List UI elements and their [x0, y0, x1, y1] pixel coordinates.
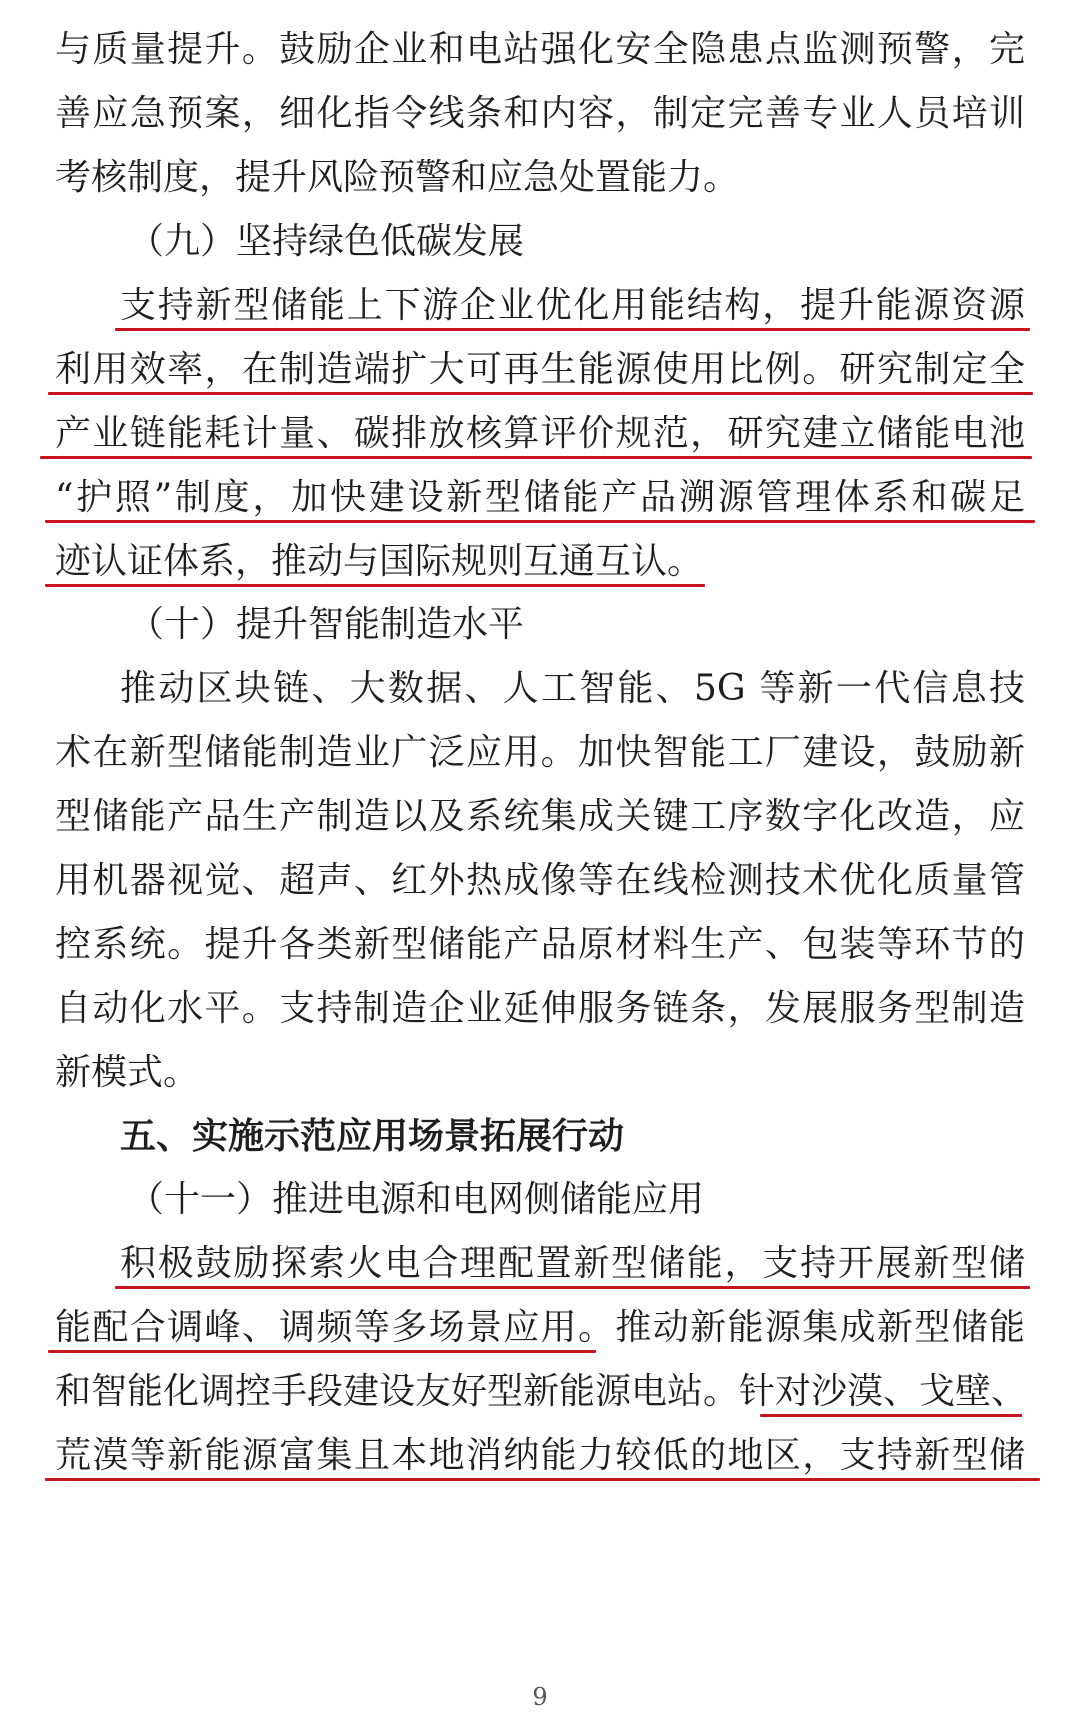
- body-text-line: “护照”制度，加快建设新型储能产品溯源管理体系和碳足: [55, 477, 1025, 518]
- body-text-line: 迹认证体系，推动与国际规则互通互认。: [55, 541, 704, 582]
- body-text-line: 考核制度，提升风险预警和应急处置能力。: [55, 157, 740, 198]
- body-text-line: 新模式。: [55, 1052, 200, 1093]
- chapter-heading: 五、实施示范应用场景拓展行动: [120, 1115, 625, 1157]
- body-text-line: 荒漠等新能源富集且本地消纳能力较低的地区，支持新型储: [55, 1435, 1025, 1476]
- body-text-line: 产业链能耗计量、碳排放核算评价规范，研究建立储能电池: [55, 413, 1025, 454]
- body-text-line: 善应急预案，细化指令线条和内容，制定完善专业人员培训: [55, 93, 1025, 134]
- red-underline: [48, 1350, 596, 1353]
- body-text-line: 与质量提升。鼓励企业和电站强化安全隐患点监测预警，完: [55, 29, 1025, 70]
- body-text-line: 支持新型储能上下游企业优化用能结构，提升能源资源: [120, 285, 1025, 326]
- body-text-line: 积极鼓励探索火电合理配置新型储能，支持开展新型储: [120, 1243, 1025, 1284]
- red-underline: [45, 520, 1035, 523]
- body-text-line: 能配合调峰、调频等多场景应用。推动新能源集成新型储能: [55, 1307, 1025, 1348]
- red-underline: [45, 1478, 1040, 1481]
- body-text-line: 控系统。提升各类新型储能产品原材料生产、包装等环节的: [55, 924, 1025, 965]
- red-underline: [760, 1414, 1022, 1417]
- section-heading: （十）提升智能制造水平: [128, 604, 525, 645]
- red-underline: [115, 328, 1030, 331]
- body-text-line: 利用效率，在制造端扩大可再生能源使用比例。研究制定全: [55, 349, 1025, 390]
- red-underline: [45, 584, 705, 587]
- body-text-line: 用机器视觉、超声、红外热成像等在线检测技术优化质量管: [55, 860, 1025, 901]
- red-underline: [48, 392, 1033, 395]
- section-heading: （九）坚持绿色低碳发展: [128, 221, 525, 262]
- red-underline: [40, 456, 1032, 459]
- section-heading: （十一）推进电源和电网侧储能应用: [128, 1179, 705, 1220]
- body-text-line: 术在新型储能制造业广泛应用。加快智能工厂建设，鼓励新: [55, 732, 1025, 773]
- page-number: 9: [532, 1683, 548, 1711]
- red-underline: [115, 1286, 1030, 1289]
- body-text-line: 推动区块链、大数据、人工智能、5G 等新一代信息技: [120, 668, 1025, 709]
- body-text-line: 自动化水平。支持制造企业延伸服务链条，发展服务型制造: [55, 988, 1025, 1029]
- body-text-line: 和智能化调控手段建设友好型新能源电站。针对沙漠、戈壁、: [55, 1371, 1028, 1412]
- body-text-line: 型储能产品生产制造以及系统集成关键工序数字化改造，应: [55, 796, 1025, 837]
